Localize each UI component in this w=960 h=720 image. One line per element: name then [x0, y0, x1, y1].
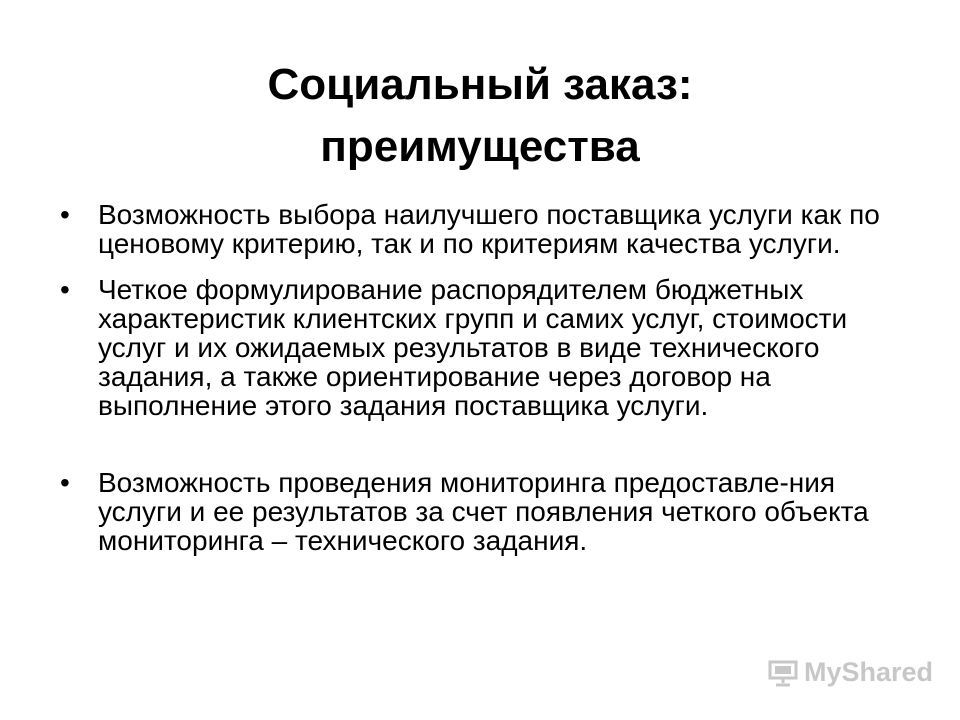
bullet-icon: • [60, 274, 70, 305]
bullet-list [60, 200, 920, 555]
bullet-text-1: Возможность выбора наилучшего поставщика услуги как по ценовому критерию, так и по критериям качества услуги. [98, 199, 880, 259]
slide-title-line-1: Социальный заказ: [267, 60, 693, 109]
bullet-item-1 [60, 200, 920, 258]
slide-title-line-2: преимущества [320, 122, 640, 171]
slide-title [0, 54, 960, 178]
watermark-text: MyShared [804, 657, 934, 687]
bullet-icon: • [60, 467, 70, 498]
presentation-board-icon [768, 659, 798, 687]
bullet-icon: • [60, 199, 70, 230]
bullet-text-2: Четкое формулирование распорядителем бюджетных характеристик клиентских групп и самих услуг, стоимости услуг и их ожидаемых результатов в виде технического задания, а также ориентирование через договор на выполнение этого задания поставщика услуги. [98, 274, 848, 421]
bullet-item-2 [60, 275, 920, 420]
bullet-text-3: Возможность проведения мониторинга предоставле-ния услуги и ее результатов за счет появления четкого объекта мониторинга – технического задания. [98, 467, 869, 556]
bullet-item-3 [60, 468, 920, 555]
watermark-logo [768, 657, 933, 688]
